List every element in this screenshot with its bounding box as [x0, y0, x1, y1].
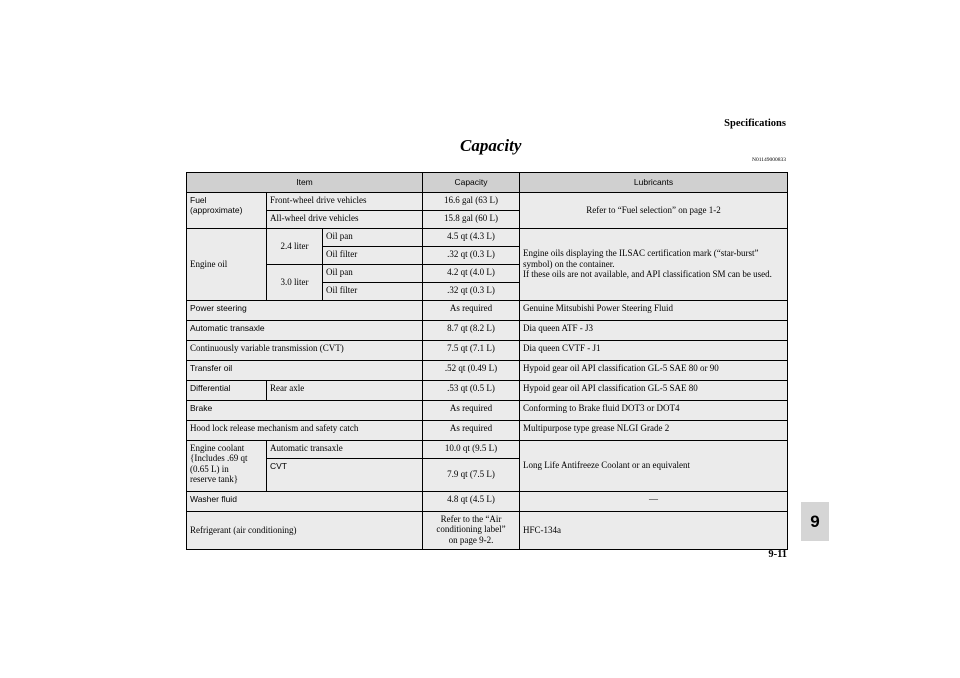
brake-capacity: As required	[423, 400, 520, 420]
section-header: Specifications	[724, 118, 786, 129]
auto-transaxle-capacity: 8.7 qt (8.2 L)	[423, 320, 520, 340]
oil-pan-24-label: Oil pan	[323, 228, 423, 246]
table-row	[187, 340, 788, 360]
fuel-awd-capacity: 15.8 gal (60 L)	[423, 210, 520, 228]
rear-axle-label: Rear axle	[267, 380, 423, 400]
fuel-label: Fuel (approximate)	[187, 192, 267, 228]
hood-lock-lubricant: Multipurpose type grease NLGI Grade 2	[520, 420, 788, 440]
washer-fluid-label: Washer fluid	[187, 491, 423, 511]
header-lubricants: Lubricants	[520, 173, 788, 193]
washer-fluid-capacity: 4.8 qt (4.5 L)	[423, 491, 520, 511]
page-number: 9-11	[768, 549, 787, 560]
engine-24-label: 2.4 liter	[267, 228, 323, 264]
washer-fluid-lubricant: —	[520, 491, 788, 511]
document-code: N01149000833	[751, 157, 786, 163]
differential-capacity: .53 qt (0.5 L)	[423, 380, 520, 400]
oil-pan-24-capacity: 4.5 qt (4.3 L)	[423, 228, 520, 246]
table-row	[187, 192, 788, 210]
table-row	[187, 420, 788, 440]
cvt-label: Continuously variable transmission (CVT)	[187, 340, 423, 360]
refrigerant-label: Refrigerant (air conditioning)	[187, 511, 423, 549]
transfer-oil-lubricant: Hypoid gear oil API classification GL-5 SAE 80 or 90	[520, 360, 788, 380]
table-row	[187, 511, 788, 549]
fuel-front-label: Front-wheel drive vehicles	[267, 192, 423, 210]
oil-filter-30-capacity: .32 qt (0.3 L)	[423, 282, 520, 300]
refrigerant-lubricant: HFC-134a	[520, 511, 788, 549]
table-row	[187, 360, 788, 380]
page-title: Capacity	[460, 136, 522, 155]
header-item: Item	[187, 173, 423, 193]
chapter-tab: 9	[801, 502, 829, 541]
capacity-table	[186, 172, 788, 550]
engine-oil-lubricant: Engine oils displaying the ILSAC certification mark (“star-burst” symbol) on the container. If these oils are not available, and API classification SM can be used.	[520, 228, 788, 300]
coolant-at-label: Automatic transaxle	[267, 440, 423, 458]
coolant-cvt-capacity: 7.9 qt (7.5 L)	[423, 458, 520, 491]
table-row	[187, 320, 788, 340]
fuel-awd-label: All-wheel drive vehicles	[267, 210, 423, 228]
cvt-lubricant: Dia queen CVTF - J1	[520, 340, 788, 360]
coolant-cvt-label: CVT	[267, 458, 423, 491]
fuel-lubricant: Refer to “Fuel selection” on page 1-2	[520, 192, 788, 228]
auto-transaxle-lubricant: Dia queen ATF - J3	[520, 320, 788, 340]
table-row	[187, 300, 788, 320]
engine-coolant-label: Engine coolant {Includes .69 qt (0.65 L) in reserve tank}	[187, 440, 267, 491]
table-row	[187, 400, 788, 420]
oil-pan-30-label: Oil pan	[323, 264, 423, 282]
brake-lubricant: Conforming to Brake fluid DOT3 or DOT4	[520, 400, 788, 420]
table-row	[187, 440, 788, 458]
table-row	[187, 228, 788, 246]
fuel-front-capacity: 16.6 gal (63 L)	[423, 192, 520, 210]
cvt-capacity: 7.5 qt (7.1 L)	[423, 340, 520, 360]
power-steering-label: Power steering	[187, 300, 423, 320]
oil-filter-30-label: Oil filter	[323, 282, 423, 300]
header-capacity: Capacity	[423, 173, 520, 193]
hood-lock-label: Hood lock release mechanism and safety catch	[187, 420, 423, 440]
transfer-oil-label: Transfer oil	[187, 360, 423, 380]
oil-filter-24-label: Oil filter	[323, 246, 423, 264]
differential-label: Differential	[187, 380, 267, 400]
engine-oil-label: Engine oil	[187, 228, 267, 300]
engine-30-label: 3.0 liter	[267, 264, 323, 300]
table-row	[187, 491, 788, 511]
hood-lock-capacity: As required	[423, 420, 520, 440]
auto-transaxle-label: Automatic transaxle	[187, 320, 423, 340]
coolant-lubricant: Long Life Antifreeze Coolant or an equivalent	[520, 440, 788, 491]
coolant-at-capacity: 10.0 qt (9.5 L)	[423, 440, 520, 458]
oil-filter-24-capacity: .32 qt (0.3 L)	[423, 246, 520, 264]
brake-label: Brake	[187, 400, 423, 420]
table-row	[187, 380, 788, 400]
power-steering-lubricant: Genuine Mitsubishi Power Steering Fluid	[520, 300, 788, 320]
refrigerant-capacity: Refer to the “Air conditioning label” on page 9-2.	[423, 511, 520, 549]
oil-pan-30-capacity: 4.2 qt (4.0 L)	[423, 264, 520, 282]
power-steering-capacity: As required	[423, 300, 520, 320]
differential-lubricant: Hypoid gear oil API classification GL-5 SAE 80	[520, 380, 788, 400]
transfer-oil-capacity: .52 qt (0.49 L)	[423, 360, 520, 380]
